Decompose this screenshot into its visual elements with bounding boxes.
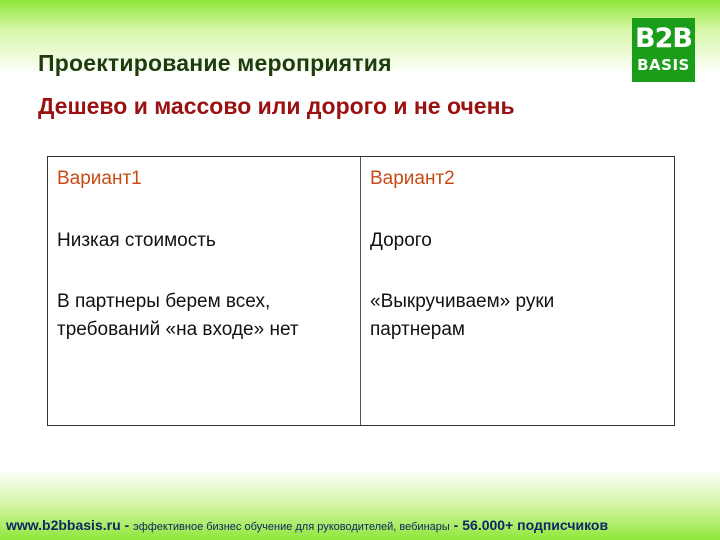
variant-1-cost: Низкая стоимость [57,230,216,251]
footer-site-link[interactable]: www.b2bbasis.ru [6,517,121,533]
slide-title: Проектирование мероприятия [38,50,392,76]
variant-2-partners: «Выкручиваем» руки партнерам [370,291,555,340]
variant-1-column [48,157,361,425]
variant-2-cost: Дорого [370,230,432,251]
footer [6,517,608,533]
variant-2-column [361,157,674,425]
comparison-table [47,156,675,426]
variant-1-heading: Вариант1 [57,168,142,189]
footer-subscribers: 56.000+ подписчиков [462,517,609,533]
logo-bottom-text: BASIS [637,56,690,74]
variant-1-partners: В партнеры берем всех, требований «на входе» нет [57,291,299,340]
slide-subtitle: Дешево и массово или дорого и не очень [38,93,515,119]
b2b-basis-logo [632,18,695,82]
footer-separator-2: - [449,517,463,533]
variant-2-heading: Вариант2 [370,168,455,189]
footer-separator: - [120,517,134,533]
footer-tagline: эффективное бизнес обучение для руководителей, вебинары [133,521,450,533]
logo-top-text: B2B [635,23,692,54]
